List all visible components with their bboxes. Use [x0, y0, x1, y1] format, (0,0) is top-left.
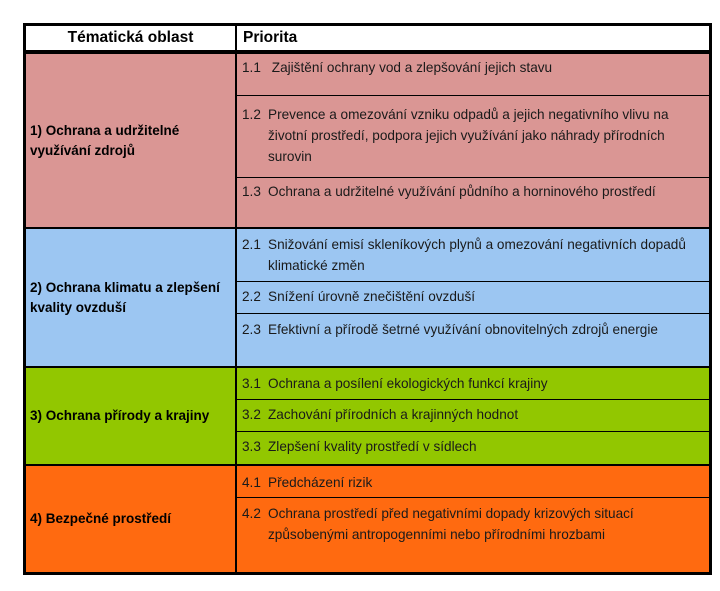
area-cell-2 — [26, 227, 237, 366]
priority-number: 3.2 — [242, 407, 261, 422]
priority-number: 1.3 — [242, 184, 261, 199]
priority-text: Snížení úrovně znečištění ovzduší — [268, 289, 476, 304]
priority-text: Ochrana prostředí před negativními dopady krizových situací způsobenými antropogenními nebo přírodními hrozbami — [268, 506, 634, 542]
priority-number: 2.2 — [242, 289, 261, 304]
header-thematic-area: Tématická oblast — [26, 26, 237, 52]
priority-table — [23, 23, 712, 575]
priority-row — [237, 497, 709, 572]
priority-row — [237, 177, 709, 227]
area-title: 2) Ochrana klimatu a zlepšení kvality ovzduší — [30, 279, 220, 315]
priority-text: Ochrana a posílení ekologických funkcí krajiny — [268, 376, 548, 391]
priority-row — [237, 464, 709, 497]
priority-text: Snižování emisí skleníkových plynů a omezování negativních dopadů klimatické změn — [268, 237, 686, 273]
priority-row — [237, 366, 709, 399]
priority-row — [237, 399, 709, 431]
priority-number: 4.2 — [242, 506, 261, 521]
priority-text: Zajištění ochrany vod a zlepšování jejich stavu — [268, 60, 553, 75]
priority-text: Ochrana a udržitelné využívání půdního a horninového prostředí — [268, 184, 656, 199]
area-cell-3 — [26, 366, 237, 464]
priority-row — [237, 431, 709, 464]
priority-text: Zachování přírodních a krajinných hodnot — [268, 407, 519, 422]
priority-text: Předcházení rizik — [268, 475, 373, 490]
priority-text: Efektivní a přírodě šetrné využívání obnovitelných zdrojů energie — [268, 322, 658, 337]
priority-row — [237, 281, 709, 313]
priority-row — [237, 227, 709, 281]
priority-number: 3.3 — [242, 439, 261, 454]
priority-number: 1.2 — [242, 107, 261, 122]
area-title: 1) Ochrana a udržitelné využívání zdrojů — [30, 122, 180, 158]
priority-text: Zlepšení kvality prostředí v sídlech — [268, 439, 477, 454]
priority-row — [237, 313, 709, 366]
priority-number: 2.3 — [242, 322, 261, 337]
priority-row — [237, 54, 709, 95]
priority-text: Prevence a omezování vzniku odpadů a jejich negativního vlivu na životní prostředí, podpora jejich využívání jako náhrady přírodních surovin — [268, 107, 669, 164]
priority-row — [237, 95, 709, 177]
area-title: 3) Ochrana přírody a krajiny — [30, 408, 210, 423]
area-cell-4 — [26, 464, 237, 572]
priority-number: 1.1 — [242, 60, 261, 75]
priority-number: 3.1 — [242, 376, 261, 391]
priority-number: 4.1 — [242, 475, 261, 490]
header-priority: Priorita — [237, 26, 709, 52]
area-cell-1 — [26, 54, 237, 227]
priority-number: 2.1 — [242, 237, 261, 252]
area-title: 4) Bezpečné prostředí — [30, 511, 172, 526]
